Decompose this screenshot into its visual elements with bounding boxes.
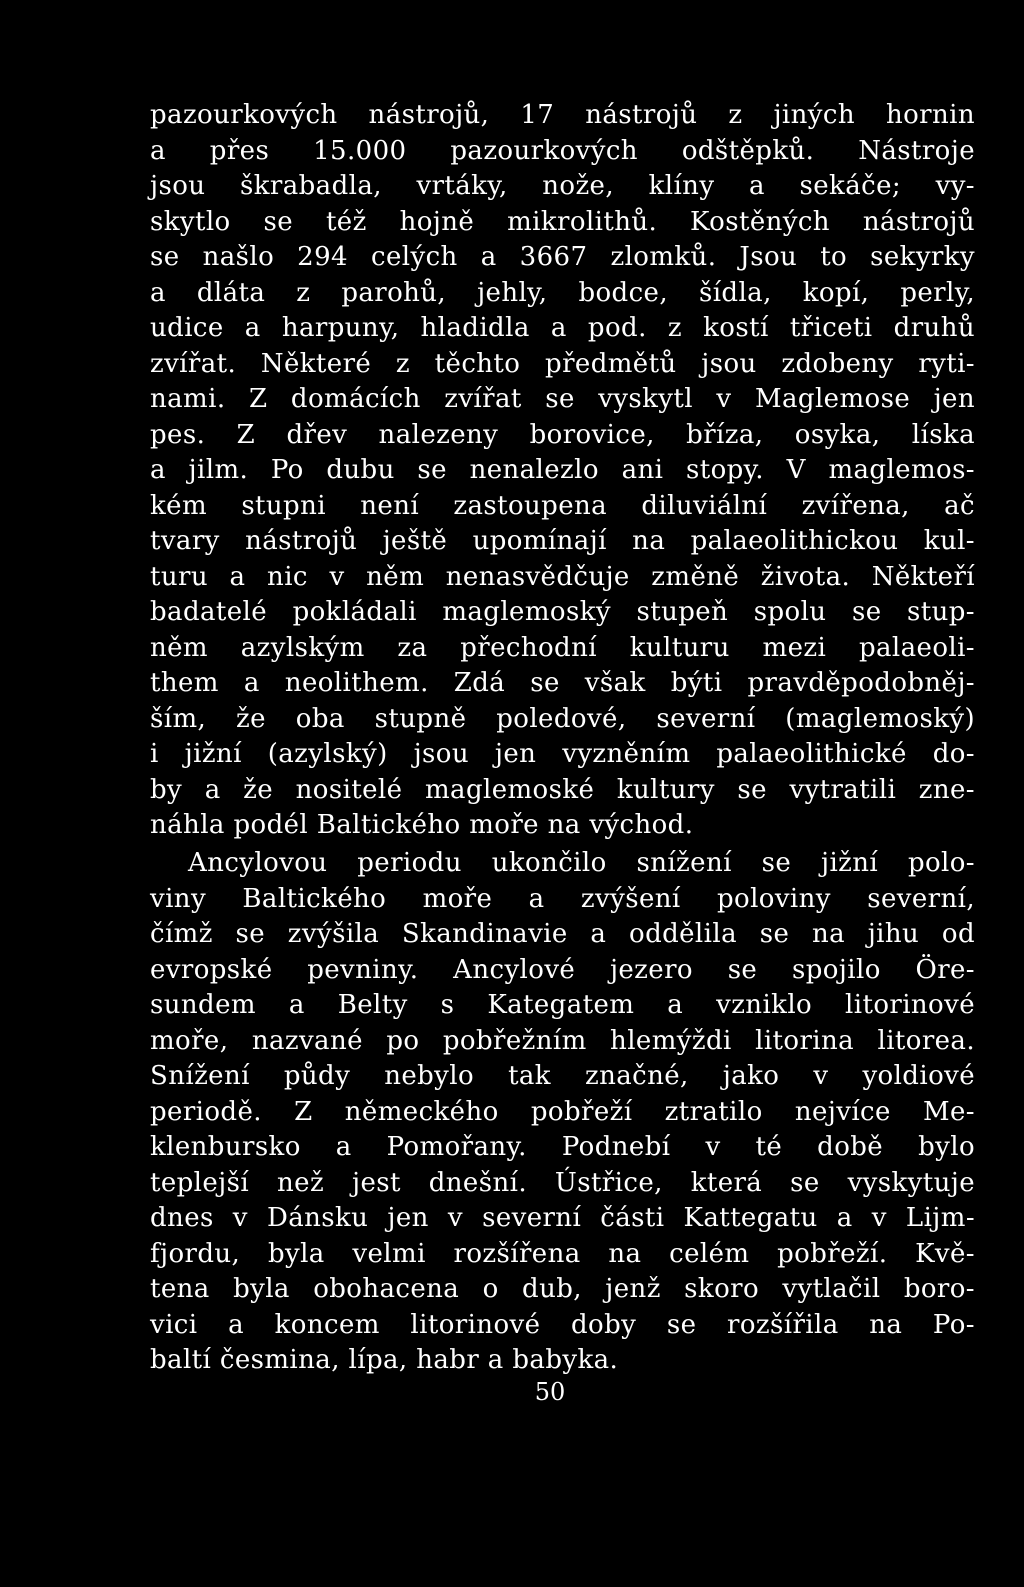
text-line: pazourkových nástrojů, 17 nástrojů z jiných hornin	[150, 100, 975, 130]
text-line: jsou škrabadla, vrtáky, nože, klíny a sekáče; vy-	[150, 171, 975, 201]
text-line: dnes v Dánsku jen v severní části Kattegatu a v Lijm-	[150, 1203, 975, 1233]
text-line: them a neolithem. Zdá se však býti pravděpodobněj-	[150, 668, 975, 698]
text-line: něm azylským za přechodní kulturu mezi palaeoli-	[150, 632, 975, 663]
text-line: teplejší než jest dnešní. Ústřice, která se vyskytuje	[150, 1167, 975, 1198]
text-line: tvary nástrojů ještě upomínají na palaeolithickou kul-	[150, 526, 975, 556]
paragraph-1	[150, 98, 975, 844]
text-line: ším, že oba stupně poledové, severní (maglemoský)	[150, 703, 975, 734]
text-line: a přes 15.000 pazourkových odštěpků. Nástroje	[150, 135, 975, 166]
text-line: kém stupni není zastoupena diluviální zvířena, ač	[150, 490, 975, 521]
text-line: viny Baltického moře a zvýšení poloviny severní,	[150, 883, 975, 914]
text-line: nami. Z domácích zvířat se vyskytl v Maglemose jen	[150, 384, 975, 414]
text-line: a dláta z parohů, jehly, bodce, šídla, kopí, perly,	[150, 277, 975, 308]
text-line: zvířat. Některé z těchto předmětů jsou zdobeny ryti-	[150, 348, 975, 379]
text-line: čímž se zvýšila Skandinavie a oddělila se na jihu od	[150, 919, 975, 949]
text-line: sundem a Belty s Kategatem a vzniklo litorinové	[150, 990, 975, 1020]
text-line: i jižní (azylský) jsou jen vyzněním palaeolithické do-	[150, 739, 975, 769]
text-line: udice a harpuny, hladidla a pod. z kostí třiceti druhů	[150, 313, 975, 343]
text-line: klenbursko a Pomořany. Podnebí v té době bylo	[150, 1132, 975, 1162]
text-line: periodě. Z německého pobřeží ztratilo nejvíce Me-	[150, 1096, 975, 1127]
text-line: evropské pevniny. Ancylové jezero se spojilo Öre-	[150, 954, 975, 985]
text-line: náhla podél Baltického moře na východ.	[150, 810, 694, 840]
text-line: turu a nic v něm nenasvědčuje změně života. Někteří	[150, 561, 975, 592]
text-line: Ancylovou periodu ukončilo snížení se jižní polo-	[188, 848, 975, 878]
text-line: by a že nositelé maglemoské kultury se vytratili zne-	[150, 774, 975, 805]
text-line: tena byla obohacena o dub, jenž skoro vytlačil boro-	[150, 1274, 975, 1304]
text-line: baltí česmina, lípa, habr a babyka.	[150, 1345, 619, 1375]
text-line: a jilm. Po dubu se nenalezlo ani stopy. V maglemos-	[150, 455, 975, 485]
text-line: pes. Z dřev nalezeny borovice, bříza, osyka, líska	[150, 419, 975, 450]
page-number: 50	[534, 1378, 566, 1406]
text-line: moře, nazvané po pobřežním hlemýždi litorina litorea.	[150, 1025, 975, 1056]
text-line: se našlo 294 celých a 3667 zlomků. Jsou to sekyrky	[150, 242, 975, 272]
paragraph-2	[150, 846, 975, 1379]
text-line: badatelé pokládali maglemoský stupeň spolu se stup-	[150, 597, 975, 627]
text-line: Snížení půdy nebylo tak značné, jako v yoldiové	[150, 1061, 975, 1091]
text-line: vici a koncem litorinové doby se rozšířila na Po-	[150, 1309, 975, 1340]
text-line: skytlo se též hojně mikrolithů. Kostěných nástrojů	[150, 206, 975, 237]
text-line: fjordu, byla velmi rozšířena na celém pobřeží. Kvě-	[150, 1238, 975, 1269]
